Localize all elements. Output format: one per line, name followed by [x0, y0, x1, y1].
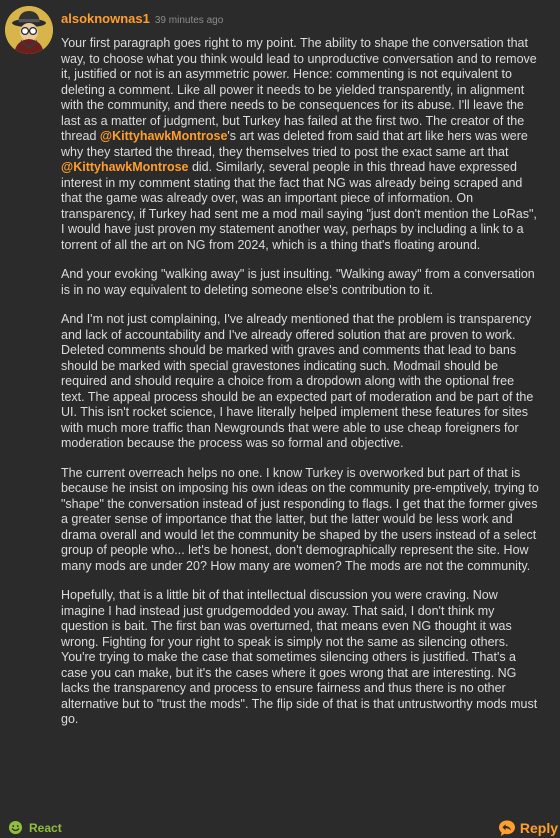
comment-text: Your first paragraph goes right to my point. The ability to shape the conversation that way, to choose what you think would lead to unproductive conversation and to remove it, justified or not is an asymmetric power. Hence: commenting is not equivalent to deleting a comment. Like all power it needs to be yielded transparently, in alignment with the community, and there needs to be consequences for its abuse. I'll leave the last as a matter of judgment, but Turkey has failed at the first two. The creator of the thread [61, 36, 537, 143]
timestamp: 39 minutes ago [154, 15, 224, 26]
comment-text: 's art was deleted from said that art like hers was were why they started the thread, they themselves tried to post the exact same art that [61, 129, 528, 159]
avatar-image [5, 6, 53, 54]
comment-paragraph [61, 36, 541, 253]
comment-paragraph [61, 588, 541, 728]
comment-text: did. Similarly, several people in this thread have expressed interest in my comment stating that the fact that NG was already being scraped and that the game was already over, was an important piece of information. On transparency, if Turkey had sent me a mod mail saying "just don't mention the LoRas", I would have just proven my statement another way, perhaps by including a link to a torrent of all the art on NG from 2024, which is a thing that's floating around. [61, 160, 537, 252]
user-mention-link[interactable]: @KittyhawkMontrose [99, 129, 228, 143]
reply-label: Reply [519, 820, 558, 836]
comment-paragraph [61, 312, 541, 452]
react-label: React [29, 820, 62, 835]
avatar[interactable] [5, 6, 53, 54]
comment-text: The current overreach helps no one. I know Turkey is overworked but part of that is because he insist on imposing his own ideas on the community pre-emptively, trying to "shape" the conversation instead of just responding to flags. I get that the former gives a greater sense of importance that the latter, but the latter would be less work and drama overall and would let the community be shaped by the users instead of a select group of people who... let's be honest, don't demographically represent the site. How many mods are under 20? How many are women? The mods are not the community. [61, 465, 539, 573]
comment-text: And your evoking "walking away" is just insulting. "Walking away" from a conversation is in no way equivalent to deleting someone else's contribution to it. [61, 267, 535, 297]
comment-text: And I'm not just complaining, I've already mentioned that the problem is transparency and lack of accountability and I've already offered solution that are proven to work. Deleted comments should be marked with graves and comments that lead to bans should be marked with special gravestones indicating such. Modmail should be required and should require a choice from a dropdown along with the optional free text. The appeal process should be an expected part of moderation and be part of the UI. This isn't rocket science, I have literally helped implement these features for sites with much more traffic than Newgrounds that were able to use cheap foreigners for moderation because the process was so formal and objective. [61, 312, 534, 450]
react-button[interactable] [8, 820, 62, 835]
comment-paragraph [61, 466, 541, 575]
comment-text: Hopefully, that is a little bit of that intellectual discussion you were craving. Now imagine I had instead just grudgemodded you away. That said, I don't think my question is bait. The first ban was overturned, that means even NG thought it was wrong. Fighting for your right to speak is simply not the same as silencing others. You're trying to make the case that sometimes silencing others is justified. That's a case you can make, but it's the cases where it goes wrong that are interesting. NG lacks the transparency and process to ensure fairness and thus there is no other alternative but to "trust the mods". The flip side of that is that untrustworthy mods must go. [61, 588, 538, 726]
comment-body [61, 36, 541, 742]
username-link[interactable]: alsoknownas1 [61, 11, 150, 26]
comment-paragraph [61, 267, 541, 298]
comment-header [61, 11, 223, 29]
user-mention-link[interactable]: @KittyhawkMontrose [61, 160, 189, 174]
reply-bubble-icon [498, 819, 516, 837]
reply-button[interactable] [498, 819, 558, 837]
emoji-icon [8, 820, 23, 835]
comment-actions [0, 818, 560, 838]
